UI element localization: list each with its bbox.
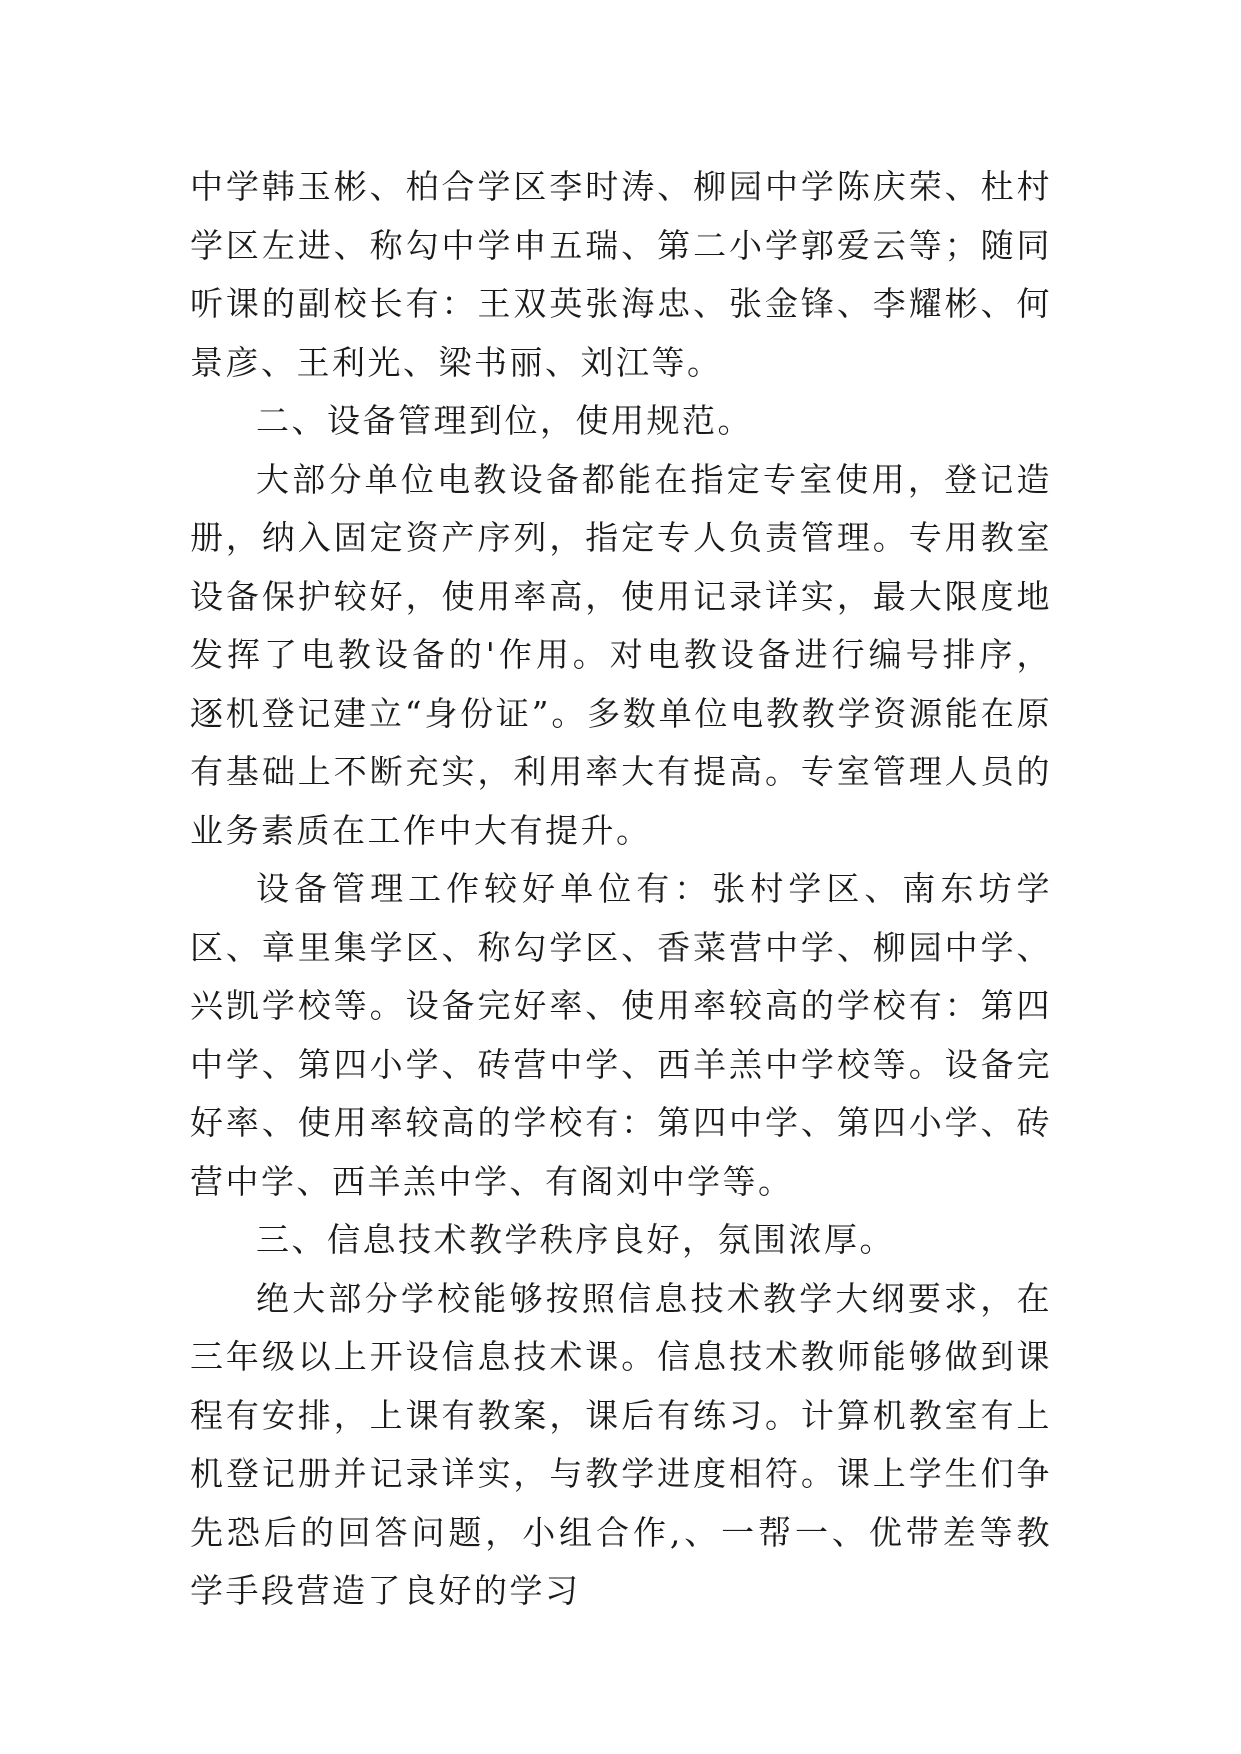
body-paragraph-continued: 中学韩玉彬、柏合学区李时涛、柳园中学陈庆荣、杜村学区左进、称勾中学申五瑞、第二小学郭爱云等；随同听课的副校长有：王双英张海忠、张金锋、李耀彬、何景彦、王利光、梁书丽、刘江等。 (190, 167, 1052, 382)
section-heading-it-teaching: 三、信息技术教学秩序良好，氛围浓厚。 (256, 1220, 895, 1259)
document-page (190, 158, 1052, 1621)
body-paragraph-good-units: 设备管理工作较好单位有：张村学区、南东坊学区、章里集学区、称勾学区、香菜营中学、柳园中学、兴凯学校等。设备完好率、使用率较高的学校有：第四中学、第四小学、砖营中学、西羊羔中学校等。设备完好率、使用率较高的学校有：第四中学、第四小学、砖营中学、西羊羔中学、有阁刘中学等。 (190, 869, 1052, 1201)
section-heading-equipment-management: 二、设备管理到位，使用规范。 (256, 401, 753, 440)
body-paragraph-it-teaching: 绝大部分学校能够按照信息技术教学大纲要求，在三年级以上开设信息技术课。信息技术教师能够做到课程有安排，上课有教案，课后有练习。计算机教室有上机登记册并记录详实，与教学进度相符。课上学生们争先恐后的回答问题，小组合作,、一帮一、优带差等教学手段营造了良好的学习 (190, 1278, 1052, 1610)
body-paragraph-equipment-usage: 大部分单位电教设备都能在指定专室使用，登记造册，纳入固定资产序列，指定专人负责管理。专用教室设备保护较好，使用率高，使用记录详实，最大限度地发挥了电教设备的'作用。对电教设备进行编号排序，逐机登记建立“身份证”。多数单位电教教学资源能在原有基础上不断充实，利用率大有提高。专室管理人员的业务素质在工作中大有提升。 (190, 459, 1052, 850)
